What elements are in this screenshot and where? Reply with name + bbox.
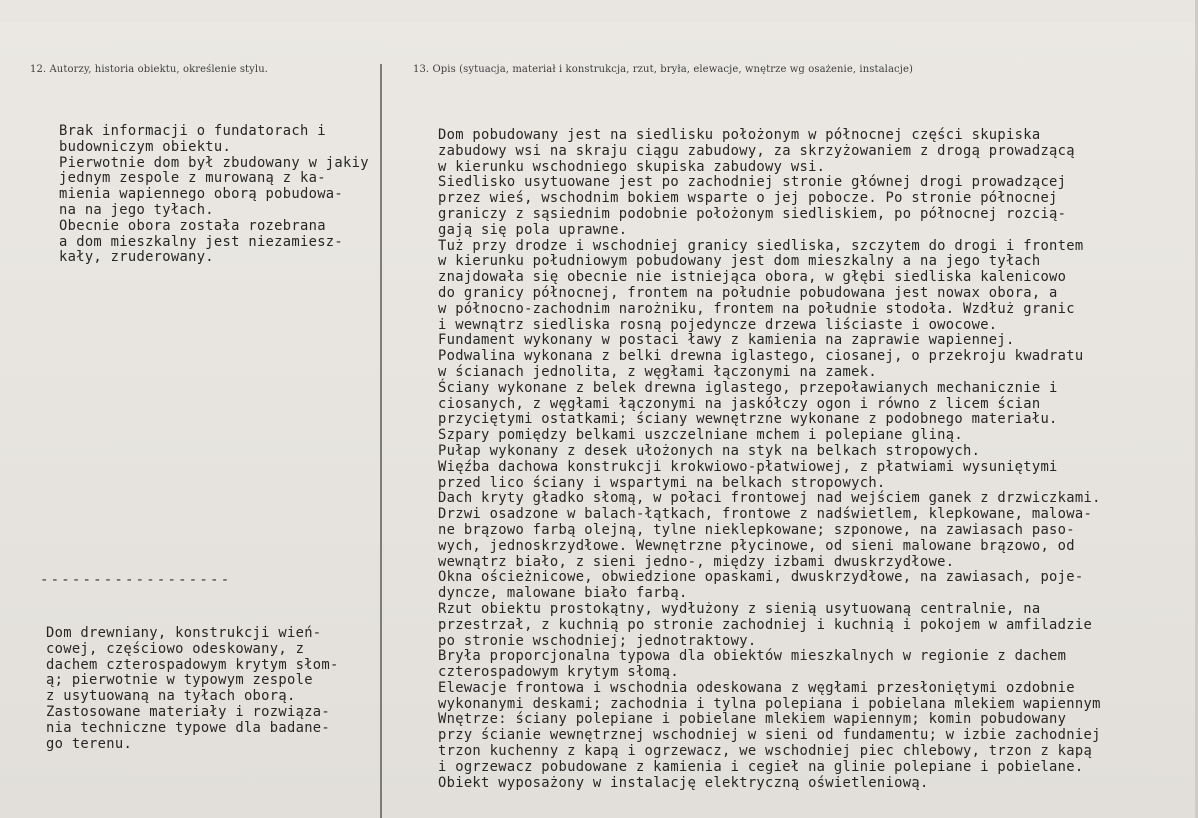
text-line: wych, jednoskrzydłowe. Wewnętrzne płycinowe, od sieni malowane brązowo, od <box>438 537 1075 554</box>
text-line: jednym zespole z murowaną z ka- <box>59 170 326 187</box>
section-separator: ------------------ <box>40 572 232 588</box>
text-line: Obecnie obora została rozebrana <box>59 217 326 234</box>
text-line: trzon kuchenny z kapą i ogrzewacz, we wschodniej piec chlebowy, trzon z kapą <box>438 743 1093 760</box>
text-line: Bryła proporcjonalna typowa dla obiektów mieszkalnych w regionie z dachem <box>438 648 1067 665</box>
text-line: Zastosowane materiały i rozwiąza- <box>46 703 331 720</box>
text-line: i ogrzewacz pobudowane z kamienia i cegieł na glinie polepiane i pobielane. <box>438 758 1084 775</box>
text-line: dachem czterospadowym krytym słom- <box>46 656 339 673</box>
text-line: Wnętrze: ściany polepiane i pobielane mlekiem wapiennym; komin pobudowany <box>438 711 1067 728</box>
text-line: Szpary pomiędzy belkami uszczelniane mchem i polepiane gliną. <box>438 427 963 444</box>
text-line: Dach kryty gładko słomą, w połaci frontowej nad wejściem ganek z drzwiczkami. <box>438 490 1101 507</box>
text-line: Siedlisko usytuowane jest po zachodniej stronie głównej drogi prowadzącej <box>438 174 1067 191</box>
text-line: Okna ościeżnicowe, obwiedzione opaskami, dwuskrzydłowe, na zawiasach, poje- <box>438 569 1084 586</box>
text-line: i wewnątrz siedliska rosną pojedyncze drzewa liściaste i owocowe. <box>438 316 998 333</box>
text-line: po stronie wschodniej; jednotraktowy. <box>438 632 757 649</box>
text-line: budowniczym obiektu. <box>59 138 232 155</box>
text-line: w północno-zachodnim narożniku, frontem na południe stodoła. Wzdłuż granic <box>438 300 1075 317</box>
authors-history-text <box>59 124 369 266</box>
text-line: w kierunku południowym pobudowany jest dom mieszkalny a na jego tyłach <box>438 253 1041 270</box>
text-line: Ściany wykonane z belek drewna iglastego, przepoławianych mechanicznie i <box>438 379 1058 396</box>
text-line: kały, zruderowany. <box>59 249 214 266</box>
text-line: ciosanych, z węgłami łączonymi na jaskółczy ogon i równo z licem ścian <box>438 395 1041 412</box>
text-line: w ścianach jednolita, z węgłami łączonymi na zamek. <box>438 363 877 380</box>
section-12-header: 12. Autorzy, historia obiektu, określenie stylu. <box>30 64 269 75</box>
text-line: graniczy z sąsiednim podobnie położonym siedliskiem, po północnej rozcią- <box>438 205 1067 222</box>
text-line: do granicy północnej, frontem na południe pobudowana jest nowax obora, a <box>438 284 1058 301</box>
text-line: ą; pierwotnie w typowym zespole <box>46 672 313 689</box>
text-line: na na jego tyłach. <box>59 201 214 218</box>
text-line: go terenu. <box>46 735 133 752</box>
text-line: znajdowała się obecnie nie istniejąca obora, w głębi siedliska kalenicowo <box>438 269 1067 286</box>
text-line: Elewacje frontowa i wschodnia odeskowana z węgłami przesłoniętymi ozdobnie <box>438 679 1075 696</box>
text-line: ne brązowo farbą olejną, tylne nieklepkowane; szponowe, na zawiasach paso- <box>438 521 1075 538</box>
text-line: zabudowy wsi na skraju ciągu zabudowy, za skrzyżowaniem z drogą prowadzącą <box>438 142 1075 159</box>
text-line: Brak informacji o fundatorach i <box>59 123 326 139</box>
text-line: Dom drewniany, konstrukcji wień- <box>46 625 322 641</box>
text-line: Więźba dachowa konstrukcji krokwiowo-płatwiowej, z płatwiami wysuniętymi <box>438 458 1058 475</box>
text-line: dyncze, malowane biało farbą. <box>438 585 688 602</box>
text-line: Rzut obiektu prostokątny, wydłużony z sienią usytuowaną centralnie, na <box>438 600 1041 617</box>
text-line: gają się pola uprawne. <box>438 221 628 238</box>
text-line: nia techniczne typowe dla badane- <box>46 719 331 736</box>
text-line: Tuż przy drodze i wschodniej granicy siedliska, szczytem do drogi i frontem <box>438 237 1084 254</box>
text-line: Pierwotnie dom był zbudowany w jakiy <box>59 154 369 171</box>
text-line: przestrzał, z kuchnią po stronie zachodniej i kuchnią i pokojem w amfiladzie <box>438 616 1093 633</box>
text-line: Obiekt wyposażony w instalację elektryczną oświetleniową. <box>438 774 929 791</box>
text-line: cowej, częściowo odeskowany, z <box>46 640 305 657</box>
text-line: przez wieś, wschodnim bokiem wsparte o jej pobocze. Po stronie północnej <box>438 190 1058 207</box>
text-line: przed lico ściany i wspartymi na belkach stropowych. <box>438 474 886 491</box>
text-line: wykonanymi deskami; zachodnia i tylna polepiana i pobielana mlekiem wapiennym <box>438 695 1101 712</box>
text-line: a dom mieszkalny jest niezamiesz- <box>59 233 344 250</box>
object-description-text <box>438 128 1101 791</box>
text-line: mienia wapiennego oborą pobudowa- <box>59 186 344 203</box>
text-line: Pułap wykonany z desek ułożonych na styk na belkach stropowych. <box>438 442 981 459</box>
text-line: w kierunku wschodniego skupiska zabudowy wsi. <box>438 158 826 175</box>
text-line: przy ścianie wewnętrznej wschodniej w sieni od fundamentu; w izbie zachodniej <box>438 727 1101 744</box>
column-divider <box>380 64 382 818</box>
text-line: czterospadowym krytym słomą. <box>438 664 679 681</box>
page-top-strip <box>0 0 1198 22</box>
section-13-header: 13. Opis (sytuacja, materiał i konstrukcja, rzut, bryła, elewacje, wnętrze wg osażenie, instalacje) <box>413 64 913 75</box>
style-description-text <box>46 626 339 752</box>
text-line: Dom pobudowany jest na siedlisku położonym w północnej części skupiska <box>438 127 1041 143</box>
text-line: Podwalina wykonana z belki drewna iglastego, ciosanej, o przekroju kwadratu <box>438 348 1084 365</box>
text-line: wewnątrz biało, z sieni jedno-, między izbami dwuskrzydłowe. <box>438 553 955 570</box>
text-line: Drzwi osadzone w balach-łątkach, frontowe z nadświetlem, klepkowane, malowa- <box>438 506 1093 523</box>
text-line: Fundament wykonany w postaci ławy z kamienia na zaprawie wapiennej. <box>438 332 1015 349</box>
text-line: przyciętymi ostatkami; ściany wewnętrzne wykonane z podobnego materiału. <box>438 411 1058 428</box>
text-line: z usytuowaną na tyłach oborą. <box>46 688 296 705</box>
